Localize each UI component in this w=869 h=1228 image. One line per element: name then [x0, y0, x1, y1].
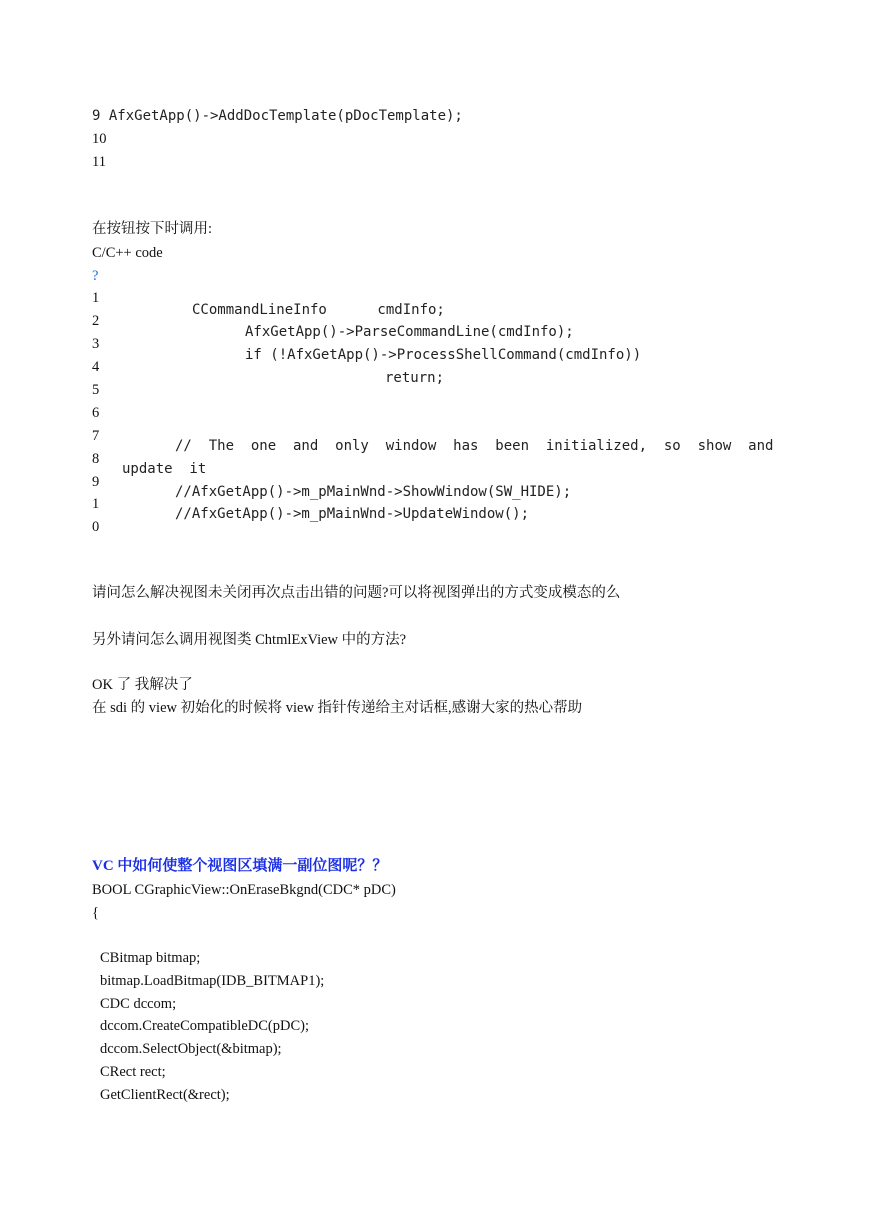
- code-body-line: CBitmap bitmap;: [100, 950, 201, 966]
- section-heading: VC 中如何使整个视图区填满一副位图呢？？: [92, 858, 388, 874]
- line-number: 7: [92, 428, 100, 444]
- line-number: 8: [92, 451, 100, 467]
- line-number: 3: [92, 336, 100, 352]
- question-paragraph: 另外请问怎么调用视图类 ChtmlExView 中的方法?: [92, 632, 407, 648]
- code-line: CCommandLineInfo cmdInfo;: [192, 302, 445, 318]
- answer-paragraph: 在 sdi 的 view 初始化的时候将 view 指针传递给主对话框,感谢大家的热心帮助: [92, 700, 583, 716]
- line-number: 5: [92, 382, 100, 398]
- code-body-line: CRect rect;: [100, 1064, 166, 1080]
- code-comment-continuation: update it: [122, 461, 207, 477]
- code-line: if (!AfxGetApp()->ProcessShellCommand(cmdInfo)): [245, 347, 642, 363]
- code-help-link[interactable]: ?: [92, 268, 99, 284]
- line-number: 1: [92, 496, 100, 512]
- code-body-line: CDC dccom;: [100, 996, 177, 1012]
- code-body-line: dccom.SelectObject(&bitmap);: [100, 1041, 282, 1057]
- line-number: 6: [92, 405, 100, 421]
- code-line: //AfxGetApp()->m_pMainWnd->UpdateWindow();: [175, 506, 530, 522]
- line-number: 0: [92, 519, 100, 535]
- intro-text: 在按钮按下时调用:: [92, 221, 213, 237]
- question-paragraph: 请问怎么解决视图未关闭再次点击出错的问题?可以将视图弹出的方式变成模态的么: [92, 585, 621, 601]
- top-code-line-9-text: 9 AfxGetApp()->AddDocTemplate(pDocTemplate);: [92, 109, 492, 124]
- code-body-line: dccom.CreateCompatibleDC(pDC);: [100, 1018, 309, 1034]
- function-signature: BOOL CGraphicView::OnEraseBkgnd(CDC* pDC): [92, 882, 396, 898]
- line-number: 9: [92, 474, 100, 490]
- top-code-line-10: 10: [92, 131, 107, 147]
- code-line: return;: [385, 370, 445, 386]
- line-number: 2: [92, 313, 100, 329]
- open-brace: {: [92, 905, 99, 921]
- code-body-line: bitmap.LoadBitmap(IDB_BITMAP1);: [100, 973, 325, 989]
- code-body-line: GetClientRect(&rect);: [100, 1087, 230, 1103]
- code-line: //AfxGetApp()->m_pMainWnd->ShowWindow(SW_HIDE);: [175, 484, 572, 500]
- code-line: AfxGetApp()->ParseCommandLine(cmdInfo);: [245, 324, 574, 340]
- line-number: 4: [92, 359, 100, 375]
- code-language-label: C/C++ code: [92, 245, 163, 261]
- code-comment-line: // The one and only window has been initialized, so show and: [175, 438, 774, 454]
- top-code-line-11: 11: [92, 154, 106, 170]
- line-number: 1: [92, 290, 100, 306]
- answer-paragraph: OK 了 我解决了: [92, 677, 193, 693]
